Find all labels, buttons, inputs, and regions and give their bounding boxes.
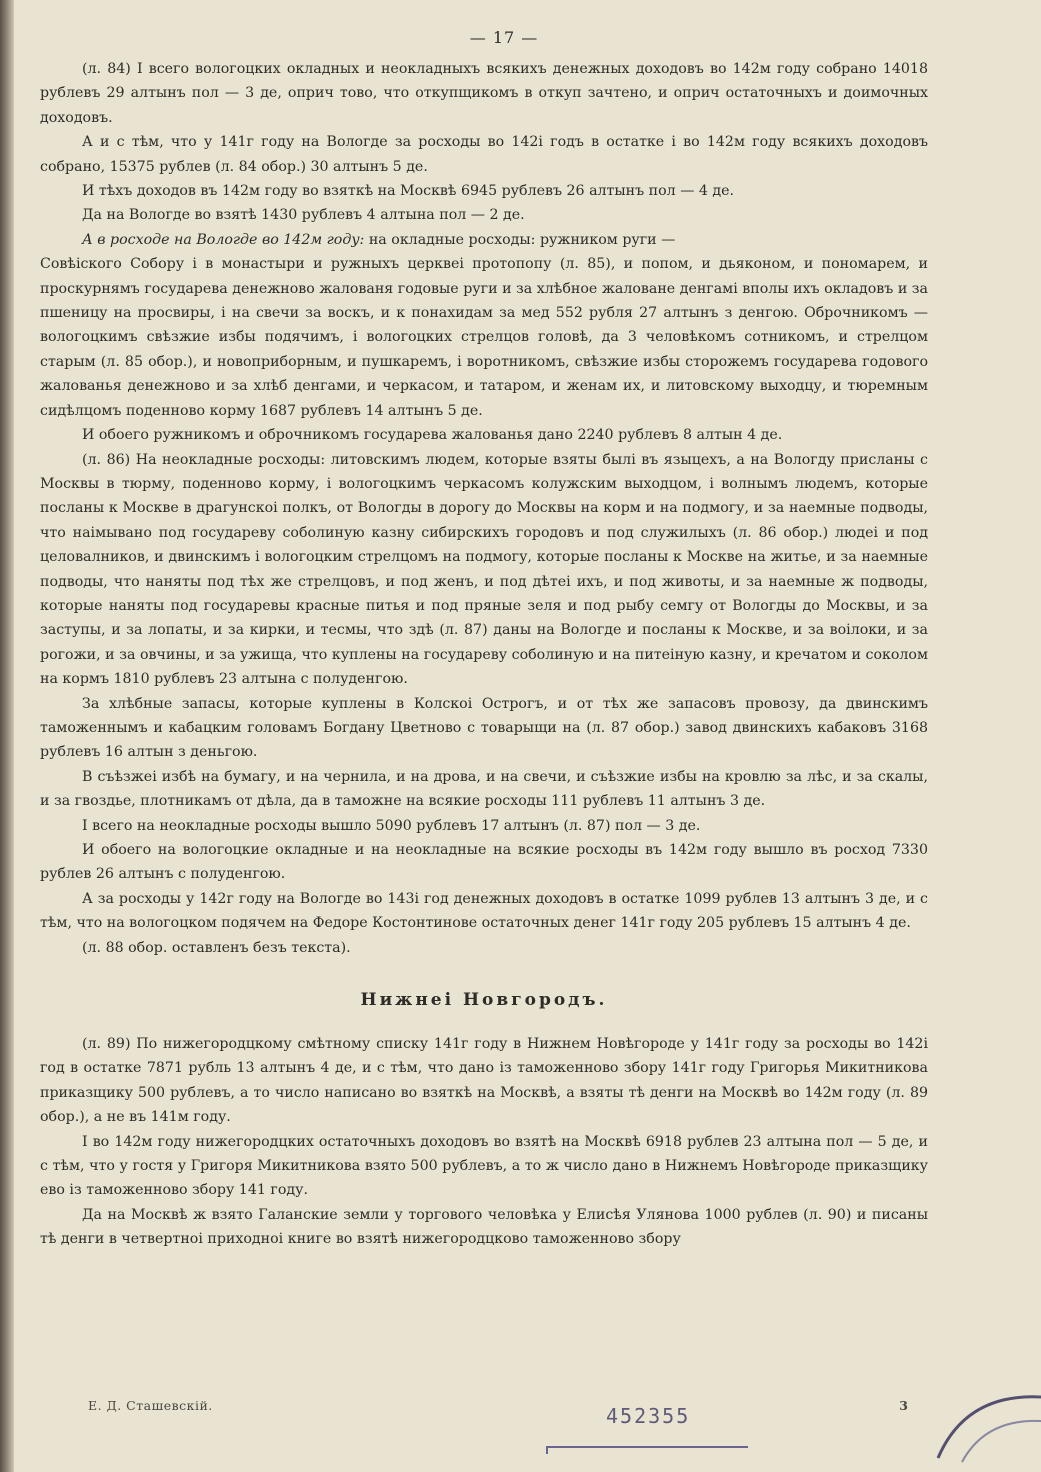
author-signature: Е. Д. Сташевскій.	[88, 1398, 213, 1413]
paragraph: И обоего ружникомъ и оброчникомъ государева жалованья дано 2240 рублевъ 8 алтын 4 де.	[82, 427, 783, 444]
paragraph: За хлѣбные запасы, которые куплены в Колскоі Острогъ, и от тѣх же запасовъ провозу, да двинскимъ таможеннымъ и кабацким головамъ Богдану Цветново с товарыщи на (л. 87 обор.) завод двинскихъ кабаковъ 3168 рублевъ 16 алтын з деньгою.	[40, 695, 928, 761]
paragraph: (л. 89) По нижегородцкому смѣтному списку 141г году в Нижнем Новѣгороде у 141г году за росходы во 142і год в остатке 7871 рубль 13 алтынъ 4 де, и с тѣм, что дано із таможенново збору 141г году Григорья Микитникова приказщику 500 рублевъ, а то число написано во взяткѣ на Москвѣ, а взяты тѣ денги на Москвѣ во 142м году (л. 89 обор.), а не въ 141м году.	[40, 1036, 928, 1126]
paragraph: А за росходы у 142г году на Вологде во 143і год денежных доходовъ в остатке 1099 рублев 13 алтынъ 3 де, и с тѣм, что на вологоцком подячем на Федоре Костонтинове остаточных денег 141г году 205 рублевъ 15 алтынъ 4 де.	[40, 890, 928, 932]
body-text-section-2	[40, 1032, 928, 1252]
italic-heading: А в росходе на Вологде во 142м году:	[82, 231, 365, 248]
book-spine-shadow	[0, 0, 14, 1472]
document-page	[40, 28, 928, 1252]
page-number: — 17 —	[469, 28, 539, 47]
paragraph: (л. 86) На неокладные росходы: литовскимъ людем, которые взяты былі въ языцехъ, а на Вологду присланы с Москвы в тюрму, поденново корму, і вологоцкимъ черкасомъ колужским выходцом, і волнымъ людемъ, которые посланы к Москве в драгунскоі полкъ, от Вологды в дорогу до Москвы на корм и на подмогу, и за наемные подводы, что наімывано под государеву соболиную казну сибирскихъ городовъ и под служилыхъ (л. 86 обор.) людеі и под целовалников, и двинскимъ і вологоцким стрелцомъ на подмогу, которые посланы к Москве на житье, и за наемные подводы, что наняты под тѣх же стрелцовъ, и под женъ, и под дѣтеі ихъ, и под животы, и за наемные ж подводы, которые наняты под государевы красные питья и под пряные зеля и под рыбу семгу от Вологды до Москвы, и за заступы, и за лопаты, и за кирки, и тесмы, что здѣ (л. 87) даны на Вологде и посланы к Москве, и за воілоки, и за рогожи, и за овчины, и за ужища, что куплены на государеву соболиную и на питеіную казну, и кречатом и соколом на кормъ 1810 рублевъ 23 алтына с полуденгою.	[40, 451, 928, 688]
paragraph: Да на Москвѣ ж взято Галанские земли у торгового человѣка у Елисѣя Улянова 1000 рублев (л. 90) и писаны тѣ денги в четвертноі приходноі книге во взятѣ нижегородцково таможенново збору	[40, 1206, 928, 1248]
paragraph: И тѣхъ доходов въ 142м году во взяткѣ на Москвѣ 6945 рублевъ 26 алтынъ пол — 4 де.	[82, 183, 735, 200]
stamp-line	[546, 1446, 748, 1454]
paragraph: І всего на неокладные росходы вышло 5090 рублевъ 17 алтынъ (л. 87) пол — 3 де.	[82, 817, 701, 834]
library-stamp-icon	[928, 1378, 1041, 1468]
paragraph: (л. 84) І всего вологоцких окладных и неокладныхъ всякихъ денежных доходовъ во 142м году собрано 14018 рублевъ 29 алтынъ пол — 3 де, оприч тово, что откупщикомъ в откуп зачтено, и оприч остаточныхъ и доимочных доходовъ.	[40, 61, 928, 126]
paragraph: И обоего на вологоцкие окладные и на неокладные на всякие росходы въ 142м году вышло въ росход 7330 рублев 26 алтынъ с полуденгою.	[40, 842, 928, 883]
sheet-signature: 3	[899, 1398, 908, 1413]
paragraph-text: на окладные росходы: ружником руги —	[364, 231, 676, 248]
paragraph: В съѣзжеі избѣ на бумагу, и на чернила, и на дрова, и на свечи, и съѣзжие избы на кровлю за лѣс, и за скалы, и за гвоздье, плотникамъ от дѣла, да в таможне на всякие росходы 111 рублевъ 11 алтынъ 3 де.	[40, 768, 928, 810]
paragraph: Да на Вологде во взятѣ 1430 рублевъ 4 алтына пол — 2 де.	[82, 207, 525, 224]
paragraph: І во 142м году нижегородцких остаточныхъ доходовъ во взятѣ на Москвѣ 6918 рублев 23 алтына пол — 5 де, и с тѣм, что у гостя у Григоря Микитникова взято 500 рублевъ, а то ж число дано в Нижнемъ Новѣгороде приказщику ево із таможенново збору 141 году.	[40, 1133, 928, 1199]
paragraph: А и с тѣм, что у 141г году на Вологде за росходы во 142і годъ в остатке і во 142м году всякихъ доходовъ собрано, 15375 рублев (л. 84 обор.) 30 алтынъ 5 де.	[40, 134, 928, 175]
paragraph: (л. 88 обор. оставленъ безъ текста).	[82, 939, 351, 956]
stamp-number: 452355	[606, 1404, 691, 1428]
paragraph	[40, 228, 928, 252]
body-text	[40, 57, 928, 960]
paragraph: Совѣіского Собору і в монастыри и ружныхъ церквеі протопопу (л. 85), и попом, и дьяконом, и пономарем, и проскурнямъ государева денежново жалованя годовые руги и за хлѣбное жаловане денгамі вполы ихъ окладовъ и за пшеницу на просвиры, і на свечи за воскъ, и к понахидам за мед 552 рубля 27 алтынъ з денгою. Оброчникомъ — вологоцкимъ свѣзжие избы подячимъ, і вологоцких стрелцов головѣ, да 3 человѣкомъ сотникомъ, и стрелцом старым (л. 85 обор.), и новоприборным, и пушкаремъ, і воротникомъ, свѣзжие избы сторожемъ государева годового жалованья денежново и за хлѣб денгами, и черкасом, и татаром, и женам их, и литовскому выходцу, и тюремным сидѣлцомъ поденново корму 1687 рублевъ 14 алтынъ 5 де.	[40, 256, 928, 419]
section-title: Нижнеі Новгородъ.	[360, 990, 608, 1011]
page-footer	[88, 1396, 908, 1426]
